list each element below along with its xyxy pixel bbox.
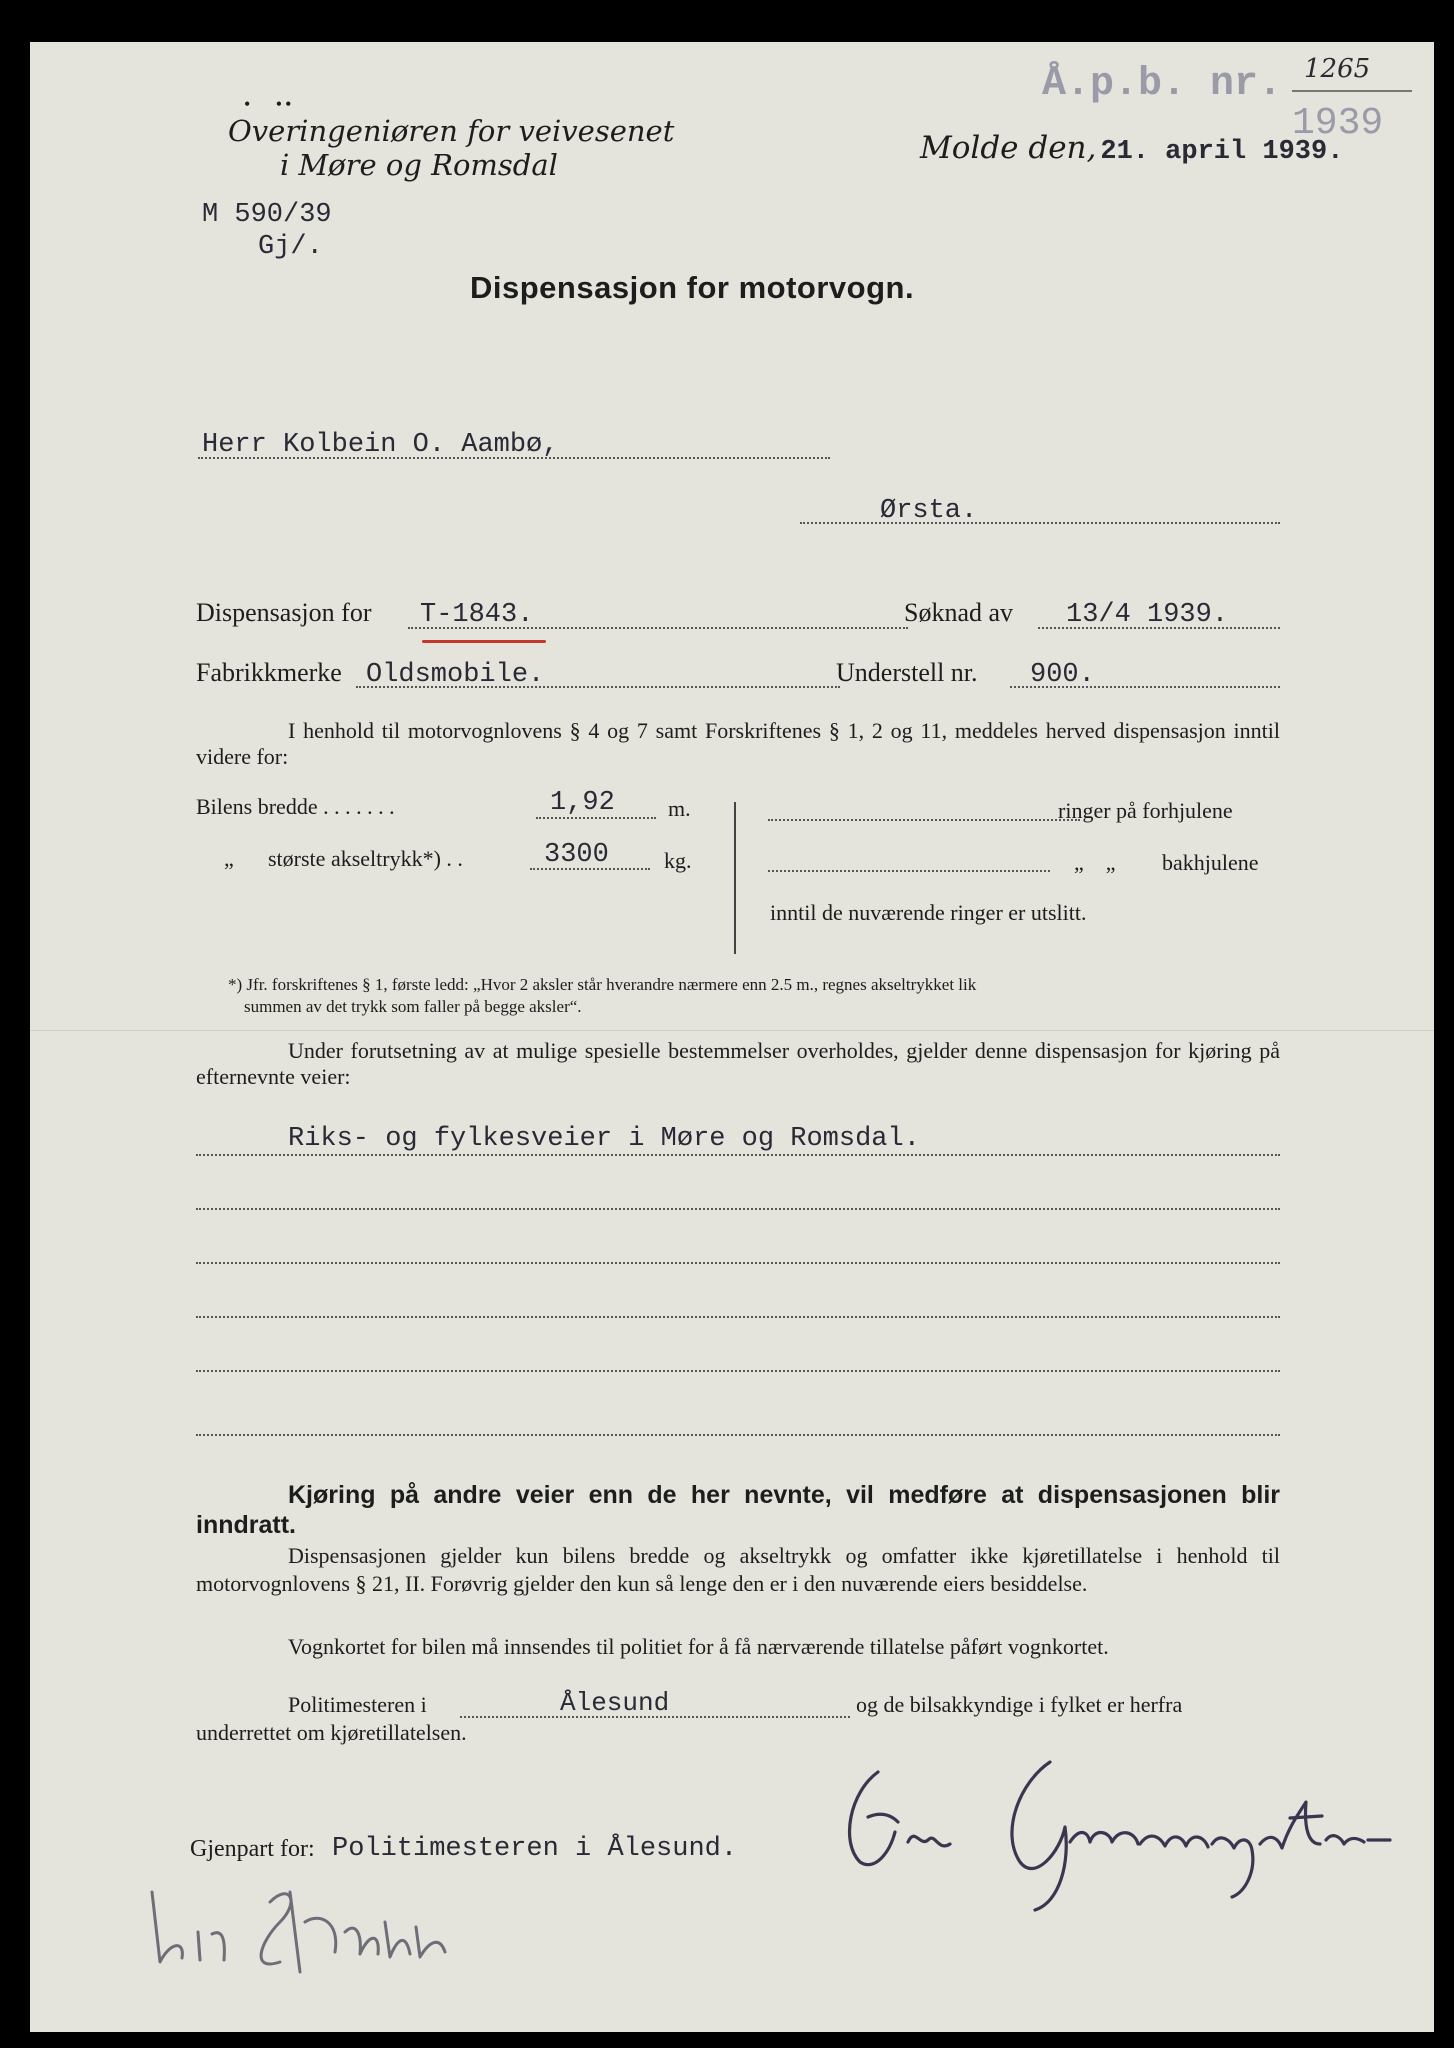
width-unit: m. [668, 796, 691, 821]
police-line2: underrettet om kjøretillatelsen. [196, 1720, 467, 1745]
place-label: Molde den, [920, 130, 1097, 166]
pencil-initials [140, 1862, 480, 1982]
axle-prefix: „ [224, 846, 234, 871]
specs-divider [734, 802, 736, 954]
width-value: 1,92 [550, 788, 615, 818]
axle-value: 3300 [544, 840, 609, 870]
roads-line-5 [196, 1370, 1280, 1372]
dispensation-for-line [408, 627, 908, 629]
roads-line-2 [196, 1208, 1280, 1210]
document-page [30, 42, 1434, 2032]
dispensation-for-label: Dispensasjon for [196, 598, 372, 627]
warning-text: Kjøring på andre veier enn de her nevnte, vil medføre at dispensasjonen blir inndratt. [196, 1481, 1280, 1539]
date-value: 21. april 1939. [1100, 137, 1344, 167]
roads-line-6 [196, 1434, 1280, 1436]
chassis-line [1010, 686, 1280, 688]
rear-quote: „ „ [1074, 850, 1116, 875]
reference-line1: M 590/39 [202, 200, 332, 230]
front-rings-label: ringer på forhjulene [1058, 798, 1233, 823]
stamp-prefix: Å.p.b. nr. [1042, 62, 1283, 107]
roads-value: Riks- og fylkesveier i Møre og Romsdal. [288, 1124, 920, 1154]
police-rest: og de bilsakkyndige i fylket er herfra [856, 1692, 1183, 1717]
roads-line-1 [196, 1154, 1280, 1156]
initials-text: bir Skakke [140, 1862, 145, 1863]
axle-label: største akseltrykk*) . . [268, 846, 463, 871]
paragraph-4: Vognkortet for bilen må innsendes til politiet for å få nærværende tillatelse påført vognkortet. [288, 1634, 1109, 1659]
paragraph-3: Dispensasjonen gjelder kun bilens bredde og akseltrykk og omfatter ikke kjøretillatelse i henhold til motorvognlovens § 21, II. Forøvrig gjelder den kun så lenge den er i den nuværende eiers besiddelse. [196, 1543, 1280, 1596]
recipient-city-line [800, 522, 1280, 524]
width-label: Bilens bredde . . . . . . . [196, 794, 395, 819]
application-line [1038, 627, 1280, 629]
rear-rings-line [768, 870, 1050, 872]
make-label: Fabrikkmerke [196, 658, 342, 687]
stamp-year: 1939 [1292, 102, 1384, 145]
signature-name: Eivind Grønningsæter [820, 1732, 829, 1733]
until-worn: inntil de nuværende ringer er utslitt. [770, 900, 1087, 925]
document-title: Dispensasjon for motorvogn. [470, 270, 915, 305]
front-rings-line [768, 819, 1080, 821]
copy-value: Politimesteren i Ålesund. [332, 1834, 738, 1864]
axle-line [530, 868, 650, 870]
issuer-line2: i Møre og Romsdal [280, 148, 558, 182]
footnote-line2: summen av det trykk som faller på begge aksler“. [244, 997, 582, 1016]
chassis-label: Understell nr. [836, 658, 978, 687]
ornament-dots: • •• [244, 94, 295, 114]
dispensation-for-value: T-1843. [420, 600, 534, 630]
roads-line-4 [196, 1316, 1280, 1318]
reference-line2: Gj/. [258, 232, 323, 262]
signature [820, 1732, 1440, 1912]
rear-rings-label: bakhjulene [1162, 850, 1259, 875]
fold-line [30, 1030, 1434, 1031]
police-line [460, 1716, 850, 1718]
issuer-line1: Overingeniøren for veivesenet [228, 114, 675, 148]
police-label: Politimesteren i [288, 1692, 427, 1717]
roads-line-3 [196, 1262, 1280, 1264]
stamp-number: 1265 [1304, 54, 1371, 84]
police-value: Ålesund [560, 1688, 670, 1718]
application-label: Søknad av [904, 598, 1014, 627]
chassis-value: 900. [1030, 660, 1095, 690]
make-value: Oldsmobile. [366, 660, 545, 690]
recipient-name-line [198, 457, 830, 459]
place-date [920, 130, 1343, 167]
recipient-city: Ørsta. [880, 496, 978, 526]
make-line [356, 686, 840, 688]
application-value: 13/4 1939. [1066, 600, 1229, 630]
red-underline [422, 640, 546, 643]
paragraph-1: I henhold til motorvognlovens § 4 og 7 samt Forskriftenes § 1, 2 og 11, meddeles herved dispensasjon inntil videre for: [196, 718, 1280, 769]
footnote-line1: *) Jfr. forskriftenes § 1, første ledd: „Hvor 2 aksler står hverandre nærmere enn 2.5 m., regnes akseltrykket lik [228, 975, 977, 994]
copy-label: Gjenpart for: [190, 1836, 315, 1862]
width-line [536, 817, 656, 819]
paragraph-2: Under forutsetning av at mulige spesielle bestemmelser overholdes, gjelder denne dispensasjon for kjøring på efternevnte veier: [196, 1038, 1280, 1089]
recipient-name: Herr Kolbein O. Aambø, [202, 430, 559, 460]
axle-unit: kg. [664, 848, 692, 873]
